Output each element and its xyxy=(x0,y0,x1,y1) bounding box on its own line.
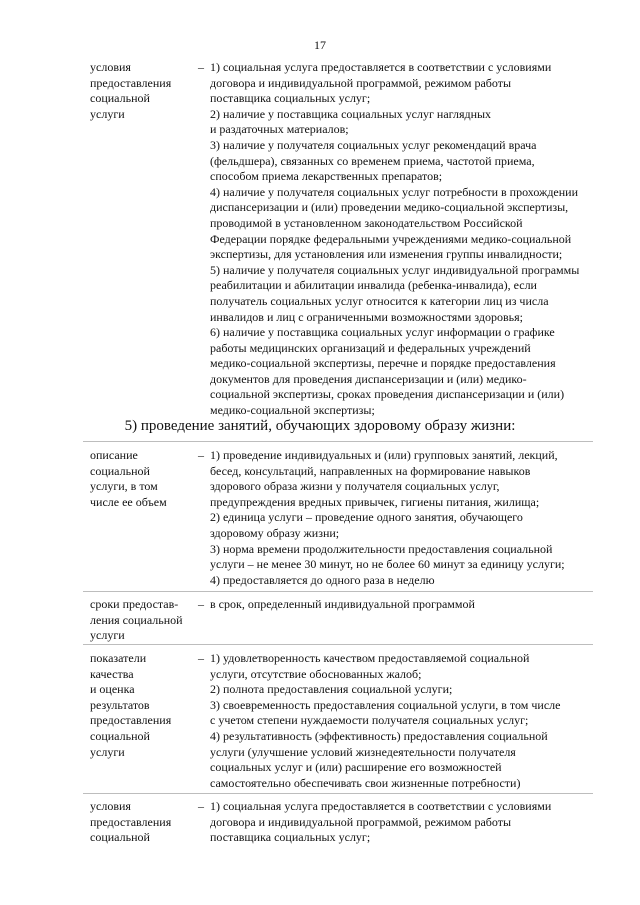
section-heading: 5) проведение занятий, обучающих здоровому образу жизни: xyxy=(124,418,516,434)
text-line: здоровому образу жизни; xyxy=(210,525,340,540)
text-line: социальной экспертизы, сроках проведения диспансеризации и (или) xyxy=(210,387,565,402)
text-line: инвалидов и лиц с ограниченными возможностями здоровья; xyxy=(210,309,523,324)
text-line: в срок, определенный индивидуальной программой xyxy=(210,597,475,611)
text-line: работы медицинских организаций и федеральных учреждений xyxy=(210,340,531,355)
text-line: 1) социальная услуга предоставляется в соответствии с условиями xyxy=(210,60,552,74)
text-line: предоставления xyxy=(90,75,172,90)
text-line: медико-социальной экспертизы, перечне и порядке предоставления xyxy=(210,356,556,371)
text-line: медико-социальной экспертизы; xyxy=(210,403,375,418)
text-line: бесед, консультаций, направленных на формирование навыков xyxy=(210,463,531,478)
text-line: документов для проведения диспансеризации и (или) медико- xyxy=(210,371,527,386)
text-line: 3) наличие у получателя социальных услуг рекомендаций врача xyxy=(210,137,537,152)
text-line: получатель социальных услуг относится к категории лиц из числа xyxy=(210,293,549,308)
text-line: услуги xyxy=(90,106,125,121)
text-line: услуги xyxy=(90,744,125,759)
text-line: 4) предоставляется до одного раза в неделю xyxy=(210,572,435,587)
text-line: услуги, в том xyxy=(90,479,158,494)
text-line: описание xyxy=(90,448,138,462)
row-content xyxy=(210,799,605,846)
text-line: предоставления xyxy=(90,814,172,829)
text-line: социальной xyxy=(90,463,150,478)
text-line: качества xyxy=(90,666,134,681)
divider xyxy=(83,591,593,592)
text-line: 2) наличие у поставщика социальных услуг наглядных xyxy=(210,106,492,121)
row-dash: – xyxy=(198,448,204,462)
text-line: услуги (улучшение условий жизнедеятельности получателя xyxy=(210,744,516,759)
text-line: предупреждения вредных привычек, гигиены питания, жилища; xyxy=(210,494,540,509)
text-line: 4) результативность (эффективность) предоставления социальной xyxy=(210,728,548,743)
text-line: результатов xyxy=(90,697,150,712)
row-content xyxy=(210,597,605,613)
text-line: услуги, отсутствие обоснованных жалоб; xyxy=(210,666,422,681)
text-line: проводимой в установленном законодательством Российской xyxy=(210,215,523,230)
text-line: и раздаточных материалов; xyxy=(210,122,349,137)
text-line: 6) наличие у поставщика социальных услуг информации о графике xyxy=(210,325,555,340)
text-line: показатели xyxy=(90,651,147,665)
row-label xyxy=(90,597,192,644)
text-line: самостоятельно обеспечивать свои жизненные потребности) xyxy=(210,775,521,790)
text-line: поставщика социальных услуг; xyxy=(210,91,371,106)
text-line: поставщика социальных услуг; xyxy=(210,830,371,845)
text-line: 3) своевременность предоставления социальной услуги, в том числе xyxy=(210,697,561,712)
text-line: реабилитации и абилитации инвалида (ребенка-инвалида), если xyxy=(210,278,537,293)
row-label xyxy=(90,651,192,760)
row-label xyxy=(90,448,192,510)
text-line: 1) удовлетворенность качеством предоставляемой социальной xyxy=(210,651,530,665)
row-content xyxy=(210,448,605,588)
text-line: социальных услуг и (или) расширение его возможностей xyxy=(210,760,502,775)
text-line: услуги – не менее 30 минут, но не более 60 минут за единицу услуги; xyxy=(210,557,565,572)
text-line: здорового образа жизни у получателя социальных услуг, xyxy=(210,479,500,494)
divider xyxy=(83,644,593,645)
text-line: 2) единица услуги – проведение одного занятия, обучающего xyxy=(210,510,523,525)
text-line: экспертизы, для установления или изменения группы инвалидности; xyxy=(210,247,563,262)
divider xyxy=(83,793,593,794)
text-line: 3) норма времени продолжительности предоставления социальной xyxy=(210,541,553,556)
row-label xyxy=(90,60,192,122)
text-line: 1) социальная услуга предоставляется в соответствии с условиями xyxy=(210,799,552,813)
text-line: социальной xyxy=(90,830,150,845)
text-line: услуги xyxy=(90,628,125,643)
text-line: и оценка xyxy=(90,682,135,697)
text-line: числе ее объем xyxy=(90,494,167,509)
text-line: социальной xyxy=(90,91,150,106)
text-line: (фельдшера), связанных со временем приема, частотой приема, xyxy=(210,153,535,168)
divider xyxy=(83,441,593,442)
text-line: 2) полнота предоставления социальной услуги; xyxy=(210,682,453,697)
text-line: предоставления xyxy=(90,713,172,728)
text-line: условия xyxy=(90,60,131,74)
text-line: 1) проведение индивидуальных и (или) групповых занятий, лекций, xyxy=(210,448,558,462)
text-line: Федерации порядке федеральными учреждениями медико-социальной xyxy=(210,231,572,246)
text-line: социальной xyxy=(90,728,150,743)
text-line: ления социальной xyxy=(90,612,183,627)
text-line: диспансеризации и (или) проведении медико-социальной экспертизы, xyxy=(210,200,569,215)
text-line: договора и индивидуальной программой, режимом работы xyxy=(210,814,512,829)
row-content xyxy=(210,651,605,791)
row-dash: – xyxy=(198,60,204,74)
row-content xyxy=(210,60,605,419)
text-line: 4) наличие у получателя социальных услуг потребности в прохождении xyxy=(210,184,579,199)
text-line: 5) наличие у получателя социальных услуг индивидуальной программы xyxy=(210,262,580,277)
row-dash: – xyxy=(198,651,204,665)
text-line: условия xyxy=(90,799,131,813)
row-dash: – xyxy=(198,799,204,813)
text-line: сроки предостав- xyxy=(90,597,179,611)
text-line: договора и индивидуальной программой, режимом работы xyxy=(210,75,512,90)
page-number: 17 xyxy=(314,38,326,52)
row-label xyxy=(90,799,192,846)
row-dash: – xyxy=(198,597,204,611)
text-line: с учетом степени нуждаемости получателя социальных услуг; xyxy=(210,713,529,728)
text-line: способом приема лекарственных препаратов; xyxy=(210,169,443,184)
